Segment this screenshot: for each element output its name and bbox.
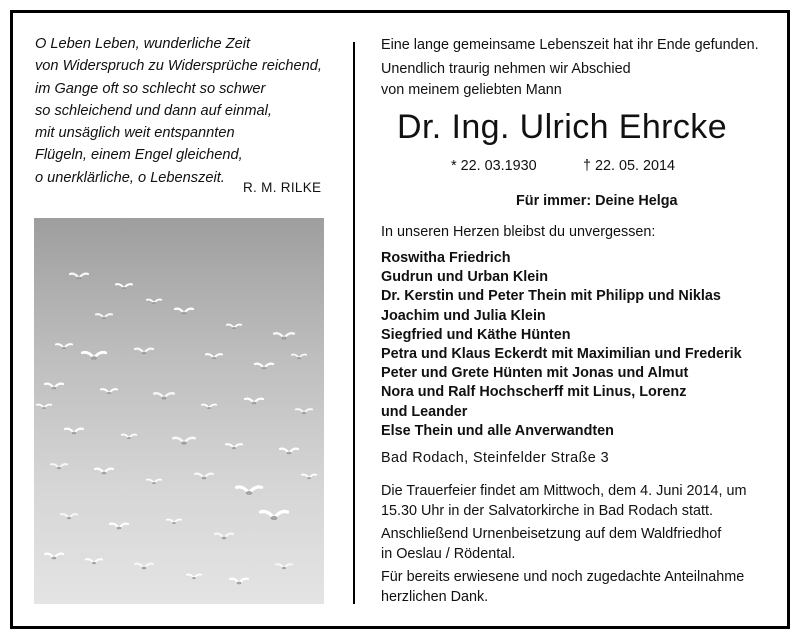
seagull-body — [237, 582, 241, 585]
poem-line: o unerklärliche, o Lebenszeit. — [35, 169, 225, 186]
funeral-line: in Oeslau / Rödental. — [381, 545, 516, 562]
mourners-list — [381, 249, 742, 441]
seagull-body — [42, 407, 46, 409]
seagull-body — [222, 537, 226, 540]
mourner: Else Thein und alle Anverwandten — [381, 422, 614, 439]
mourner: und Leander — [381, 403, 468, 420]
spouse-line: Für immer: Deine Helga — [516, 193, 678, 209]
funeral-info — [381, 482, 771, 611]
address: Bad Rodach, Steinfelder Straße 3 — [381, 450, 609, 466]
birds-illustration — [34, 218, 324, 604]
seagull-body — [232, 447, 236, 450]
seagull-body — [182, 312, 186, 315]
mourner: Siegfried und Käthe Hünten — [381, 326, 571, 343]
seagull-body — [142, 352, 146, 355]
seagull-body — [202, 477, 206, 480]
seagull-body — [262, 367, 266, 370]
poem-line: im Gange oft so schlecht so schwer — [35, 80, 266, 97]
column-divider — [353, 42, 355, 604]
seagull-body — [127, 437, 131, 439]
funeral-line: Die Trauerfeier findet am Mittwoch, dem 4. Juni 2014, um — [381, 483, 747, 499]
seagull-body — [72, 432, 76, 435]
mourner: Dr. Kerstin und Peter Thein mit Philipp und Niklas — [381, 288, 721, 305]
intro-text — [381, 35, 759, 101]
seagull-body — [282, 336, 287, 339]
intro-line: Eine lange gemeinsame Lebenszeit hat ihr Ende gefunden. — [381, 37, 759, 53]
seagull-body — [107, 392, 111, 395]
seagull-body — [162, 396, 167, 399]
deceased-name: Dr. Ing. Ulrich Ehrcke — [397, 108, 728, 146]
seagull-body — [302, 412, 306, 415]
poem — [35, 33, 325, 189]
intro-line: von meinem geliebten Mann — [381, 82, 562, 98]
seagulls-photo — [34, 218, 324, 604]
birth-date: * 22. 03.1930 — [451, 158, 537, 174]
seagull-body — [212, 357, 216, 360]
funeral-line: herzlichen Dank. — [381, 588, 489, 605]
mourner: Gudrun und Urban Klein — [381, 269, 549, 286]
seagull-body — [282, 567, 286, 570]
seagull-body — [252, 402, 256, 405]
poem-line: O Leben Leben, wunderliche Zeit — [35, 36, 250, 52]
seagull-body — [207, 407, 211, 409]
mourner: Peter und Grete Hünten mit Jonas und Almut — [381, 365, 689, 382]
funeral-line: 15.30 Uhr in der Salvatorkirche in Bad Rodach statt. — [381, 502, 713, 519]
memory-line: In unseren Herzen bleibst du unvergessen: — [381, 224, 656, 240]
seagull-body — [246, 491, 252, 495]
mourner: Nora und Ralf Hochscherff mit Linus, Lorenz — [381, 384, 687, 401]
death-date: † 22. 05. 2014 — [583, 158, 676, 174]
mourner: Petra und Klaus Eckerdt mit Maximilian und Frederik — [381, 346, 742, 363]
seagull-body — [62, 347, 66, 350]
poem-line: mit unsäglich weit entspannten — [35, 125, 235, 142]
seagull-body — [67, 517, 71, 520]
seagull-body — [77, 277, 81, 280]
seagull-body — [181, 441, 186, 444]
seagull-body — [307, 477, 311, 479]
seagull-body — [92, 562, 96, 565]
seagull-body — [52, 557, 56, 560]
mourner: Roswitha Friedrich — [381, 250, 511, 266]
seagull-body — [192, 577, 196, 579]
seagull-body — [102, 317, 106, 320]
funeral-line: Anschließend Urnenbeisetzung auf dem Waldfriedhof — [381, 526, 722, 542]
seagull-body — [142, 567, 146, 570]
seagull-body — [172, 522, 176, 524]
seagull-body — [297, 357, 301, 359]
poem-line: so schleichend und dann auf einmal, — [35, 102, 272, 119]
seagull-body — [52, 387, 56, 390]
mourner: Joachim und Julia Klein — [381, 307, 546, 324]
seagull-body — [271, 516, 278, 520]
seagull-body — [102, 472, 106, 475]
seagull-body — [122, 287, 126, 290]
seagull-body — [91, 356, 97, 360]
seagull-body — [232, 327, 236, 329]
poem-line: Flügeln, einem Engel gleichend, — [35, 147, 243, 164]
seagull-body — [287, 452, 291, 455]
seagull-body — [57, 467, 61, 470]
poem-line: von Widerspruch zu Widersprüche reichend, — [35, 58, 322, 75]
seagull-body — [152, 482, 156, 484]
intro-line: Unendlich traurig nehmen wir Abschied — [381, 61, 631, 77]
seagull-body — [117, 527, 121, 530]
seagull-body — [152, 302, 156, 304]
funeral-line: Für bereits erwiesene und noch zugedachte Anteilnahme — [381, 569, 745, 585]
poem-author: R. M. RILKE — [243, 180, 322, 195]
